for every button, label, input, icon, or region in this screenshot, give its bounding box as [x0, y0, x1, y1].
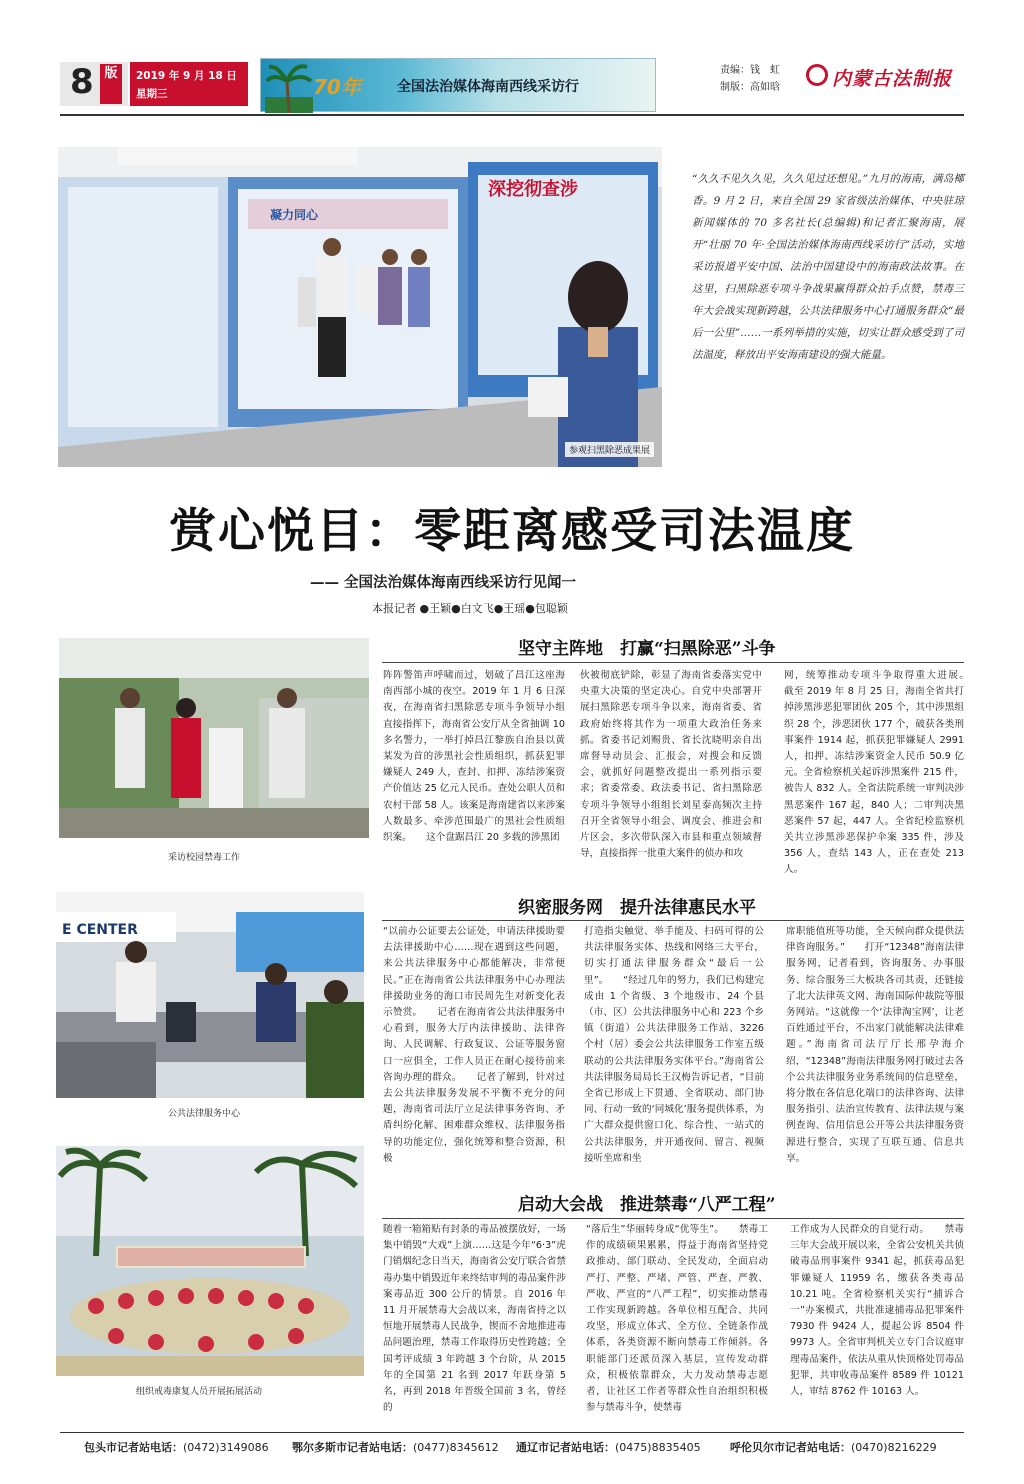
footer-baotou-phone: (0472)3149086 — [183, 1441, 269, 1454]
section2-title: 织密服务网 提升法律惠民水平 — [518, 898, 756, 918]
section3-col2: “落后生”华丽转身成“优等生”。 禁毒工作的成绩硕果累累，得益于海南省坚持党政推动、部门联动、全民发动，全面启动严打、严整、严堵、严管、严查、严教、严收、严宣的“八严工程”，切实推动禁毒工作实现新跨越。各单位相互配合、共同攻坚，形成立体式、全方位、全链条作战体系，各类资源不断向禁毒工作倾斜。各职能部门还派员深入基层，宣传发动群众，积极依靠群众，大力发动禁毒志愿者，让社区工作者等群众性自治组织积极参与禁毒斗争，使禁毒 — [586, 1224, 768, 1414]
sub-headline: —— 全国法治媒体海南西线采访行见闻一 — [310, 575, 577, 591]
section2-rule — [382, 920, 964, 921]
footer-ordos-phone: (0477)8345612 — [413, 1441, 499, 1454]
paper-logo-icon — [806, 64, 828, 86]
page-number: 8 — [70, 62, 94, 102]
campaign-banner — [260, 58, 656, 112]
top-photo-caption: 参观扫黑除恶成果展 — [565, 442, 654, 457]
campus-scene-illustration — [59, 638, 369, 838]
section2-col2: 打造指尖触觉、举手能及、扫码可得的公共法律服务实体、热线和网络三大平台，切实打通法律服务群众“最后一公里”。 “经过几年的努力，我们已构建完成由 1 个省级、3 个地级市、24 个县（市、区）公共法律服务中心和 223 个乡镇（街道）公共法律服务工作站、3226 个村（居）委会公共法律服务工作室五级联动的公共法律服务实体平台。”海南省公共法律服务局局长王汉梅告诉记者，“目前全省已形成上下贯通、全省联动、部门协同、行动一致的‘同城化’服务提供体系，为广大群众提供窗口化、综合性、一站式的公共法律服务，并开通夜间、留言、视频接听坐席和坐 — [584, 926, 764, 1164]
footer-hulunbuir — [730, 1439, 937, 1455]
section1-title: 坚守主阵地 打赢“扫黑除恶”斗争 — [518, 639, 776, 659]
footer-ordos-label: 鄂尔多斯市记者站电话： — [292, 1441, 413, 1454]
footer-tongliao — [516, 1439, 701, 1455]
section3-rule — [382, 1218, 964, 1219]
issue-date: 2019 年 9 月 18 日 — [136, 70, 237, 82]
section1-col3: 网，统筹推动专项斗争取得重大进展。 截至 2019 年 8 月 25 日，海南全省共打掉涉黑涉恶犯罪团伙 205 个，其中涉黑组织 28 个，涉恶团伙 177 个，破获各类刑事案件 1914 起，抓获犯罪嫌疑人 2991 人，扣押、冻结涉案资金人民币 50.9 亿元。全省检察机关起诉涉黑案件 215 件，被告人 832 人。全省法院系统一审判决涉黑恶案件 167 起，840 人；二审判决黑恶案件 57 起，447 人。全省纪检监察机关共立涉黑涉恶保护伞案 335 件，涉及 356 人，查结 143 人，正在查处 213 人。 — [784, 670, 984, 876]
footer-tongliao-phone: (0475)8835405 — [615, 1441, 701, 1454]
photo-campus-anti-drug — [59, 638, 369, 838]
section1-col1: 阵阵警笛声呼啸而过，划破了昌江这座海南西部小城的夜空。2019 年 1 月 6 日深夜，在海南省扫黑除恶专项斗争领导小组直接指挥下，海南省公安厅从全省抽调 10 多名警力，一举打掉昌江黎族自治县以黄某发为首的涉黑社会性质组织，抓获犯罪嫌疑人 249 人，查封、扣押、冻结涉案资产价值达 25 亿元人民币。查处公职人员和农村干部 58 人。该案是海南建省以来涉案人数最多、牵涉范围最广的黑社会性质组织案。 这个盘踞昌江 20 多载的涉黑团 — [383, 670, 565, 844]
photo1-caption: 采访校园禁毒工作 — [168, 853, 241, 863]
section3-col1: 随着一箱箱贴有封条的毒品被摆放好，一场集中销毁“大戏”上演……这是今年“6·3”虎门销烟纪念日当天，海南省公安厅联合省禁毒办集中销毁近年来终结审判的毒品案件涉案毒品近 300 公斤的情景。自 2016 年 11 月开展禁毒大会战以来，海南省持之以恒地开展禁毒人民战争，锲而不舍地推进毒品问题治理，禁毒工作取得历史性跨越；全国考评成绩 3 年跨越 3 个台阶，从 2015 年的全国第 21 名到 2017 年跃身第 5 名，再到 2018 年晋级全国前 3 名，曾经的 — [383, 1224, 566, 1414]
palm-tree-icon — [265, 59, 313, 113]
issue-weekday: 星期三 — [136, 88, 168, 100]
footer-hulunbuir-label: 呼伦贝尔市记者站电话： — [730, 1441, 851, 1454]
photo-legal-service-center — [56, 892, 364, 1098]
main-headline: 赏心悦目：零距离感受司法温度 — [169, 504, 855, 559]
photo3-caption: 组织戒毒康复人员开展拓展活动 — [136, 1387, 263, 1397]
service-hall-illustration — [56, 892, 364, 1098]
beach-activity-illustration — [56, 1146, 364, 1376]
section2-col1: “以前办公证要去公证处，申请法律援助要去法律援助中心……现在遇到这些问题，来公共法律服务中心都能解决，非常便民。”正在海南省公共法律服务中心办理法律援助业务的海口市民周先生对新变化表示赞赏。 记者在海南省公共法律服务中心看到，服务大厅内法律援助、法律咨询、人民调解、行政复议、公证等服务窗口一应俱全，工作人员正在耐心接待前来咨询办理的群众。 记者了解到，针对过去公共法律服务发展不平衡不充分的问题，海南省司法厅立足法律事务咨询、矛盾纠纷化解、困难群众维权、法律服务指导的功能定位，强化统筹和整合资源，积极 — [383, 926, 565, 1164]
editor-credits — [720, 62, 780, 96]
board-heading-1: 深挖彻查涉 — [488, 179, 578, 200]
footer-hulunbuir-phone: (0470)8216229 — [851, 1441, 937, 1454]
top-photo — [58, 147, 662, 467]
section3-col3: 工作成为人民群众的自觉行动。 禁毒三年大会战开展以来，全省公安机关共侦破毒品刑事案件 9341 起，抓获毒品犯罪嫌疑人 11959 名，缴获各类毒品 10.21 吨。全省检察机关实行“捕诉合一”办案模式，共批准逮捕毒品犯罪案件 7930 件 9424 人，提起公诉 8504 件 9973 人。全省审判机关立专门合议庭审理毒品案件，依法从重从快顶格处罚毒品犯罪，共审收毒品案件 8589 件 10121 人，审结 8762 件 10163 人。 — [790, 1224, 964, 1398]
photo-rehab-activity — [56, 1146, 364, 1376]
ban-label: 版 — [100, 64, 122, 104]
issue-date-box — [130, 62, 248, 106]
footer-baotou — [84, 1439, 269, 1455]
producer-line: 制版：高如晗 — [720, 82, 780, 93]
footer-tongliao-label: 通辽市记者站电话： — [516, 1441, 615, 1454]
exhibition-hall-illustration — [58, 147, 662, 467]
banner-year: 70年 — [313, 75, 361, 99]
board-heading-2: 凝力同心 — [270, 208, 319, 222]
section1-col2: 伙被彻底铲除，彰显了海南省委落实党中央重大决策的坚定决心。自党中央部署开展扫黑除恶专项斗争以来，海南省委、省政府始终将其作为一项重大政治任务来抓。省委书记刘赐贵、省长沈晓明亲自出席督导动员会、汇报会，对搜会和反馈会，就抓好问题整改提出一系列指示要求；省委常委、政法委书记、省扫黑除恶专项斗争领导小组组长刘星泰高频次主持召开全省领导小组会、调度会、推进会和片区会，多次带队深入市县和重点领域督导，直接指挥一批重大案件的侦办和攻 — [580, 670, 762, 860]
banner-title: 全国法治媒体海南西线采访行 — [397, 79, 579, 95]
editor-line: 责编：钱 虹 — [720, 65, 780, 76]
intro-paragraph: “久久不见久久见，久久见过还想见。”九月的海南，满岛椰香。9 月 2 日，来自全国 29 家省级法治媒体、中央驻琼新闻媒体的 70 多名社长(总编辑)和记者汇聚海南，展开“壮丽 70 年·全国法治媒体海南西线采访行”活动，实地采访报道平安中国、法治中国建设中的海南政法故事。在这里，扫黑除恶专项斗争战果赢得群众拍手点赞，禁毒三年大会战实现新跨越，公共法律服务中心打通服务群众“最后一公里”……一系列举措的实施，切实让群众感受到了司法温度，释放出平安海南建设的强大能量。 — [692, 173, 964, 361]
section2-col3: 席职能值班等功能，全天候向群众提供法律咨询服务。” 打开“12348”海南法律服务网，记者看到，咨询服务、办事服务、综合服务三大板块各司其责，还链接了北大法律英文网、海南国际仲裁院等服务网站。“这就像一个‘法律淘宝网’，让老百姓通过平台，不出家门就能解决法律难题。”海南省司法厅厅长邢孕海介绍，“12348”海南法律服务网打破过去各个公共法律服务业务系统间的信息壁垒，将分散在各信息化端口的法律咨询、法律服务指引、法治宣传教育、法律法规与案例查询、信用信息公开等公共法律服务资源进行整合，实现了互联互通、信息共享。 — [786, 926, 964, 1164]
section3-title: 启动大会战 推进禁毒“八严工程” — [518, 1195, 776, 1215]
footer-ordos — [292, 1439, 499, 1455]
byline: 本报记者 ●王颖●白文飞●王瑶●包聪颖 — [372, 602, 568, 615]
section1-rule — [382, 662, 964, 663]
footer-rule — [60, 1432, 964, 1433]
paper-name: 内蒙古法制报 — [832, 68, 953, 90]
service-center-sign: E CENTER — [62, 922, 138, 938]
page-number-box — [60, 62, 128, 106]
footer-baotou-label: 包头市记者站电话： — [84, 1441, 183, 1454]
photo2-caption: 公共法律服务中心 — [168, 1109, 241, 1119]
header-rule — [60, 114, 964, 116]
